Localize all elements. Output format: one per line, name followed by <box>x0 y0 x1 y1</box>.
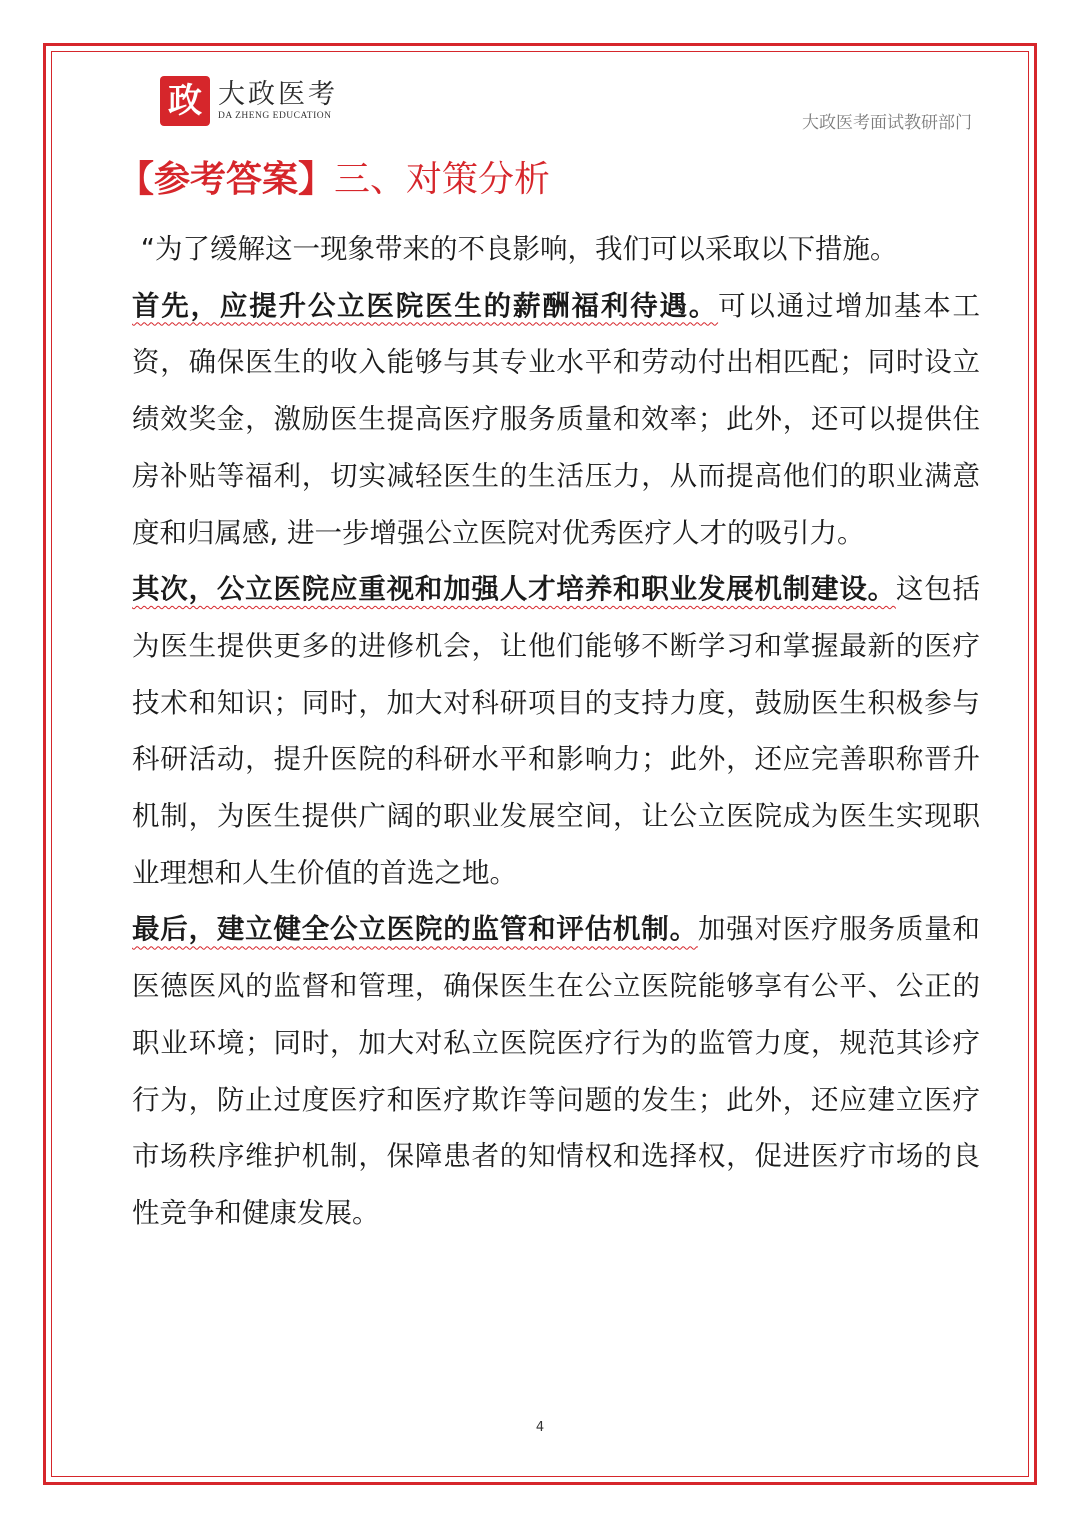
brand-logo <box>160 76 338 126</box>
intro-paragraph <box>132 221 980 278</box>
intro-text: “为了缓解这一现象带来的不良影响，我们可以采取以下措施。 <box>140 233 898 265</box>
second-measure-body: 这包括为医生提供更多的进修机会，让他们能够不断学习和掌握最新的医疗技术和知识；同时，加大对科研项目的支持力度，鼓励医生积极参与科研活动，提升医院的科研水平和影响力；此外，还应完善职称晋升机制，为医生提供广阔的职业发展空间，让公立医院成为医生实现职业理想和人生价值的首选之地。 <box>132 573 981 889</box>
first-measure-paragraph <box>132 278 980 562</box>
section-tag: 【参考答案】 <box>118 159 335 200</box>
section-title <box>118 154 550 206</box>
logo-mark: 政 <box>160 76 210 126</box>
first-measure-body: 可以通过增加基本工资，确保医生的收入能够与其专业水平和劳动付出相匹配；同时设立绩效奖金，激励医生提高医疗服务质量和效率；此外，还可以提供住房补贴等福利，切实减轻医生的生活压力，从而提高他们的职业满意度和归属感, 进一步增强公立医院对优秀医疗人才的吸引力。 <box>132 289 981 549</box>
second-measure-lead: 其次，公立医院应重视和加强人才培养和职业发展机制建设。 <box>132 573 896 606</box>
second-measure-paragraph <box>132 561 980 901</box>
section-heading: 三、对策分析 <box>334 159 551 200</box>
first-measure-lead: 首先，应提升公立医院医生的薪酬福利待遇。 <box>132 289 719 322</box>
third-measure-paragraph <box>132 901 980 1241</box>
third-measure-body: 加强对医疗服务质量和医德医风的监督和管理，确保医生在公立医院能够享有公平、公正的职业环境；同时，加大对私立医院医疗行为的监管力度，规范其诊疗行为，防止过度医疗和医疗欺诈等问题的发生；此外，还应建立医疗市场秩序维护机制，保障患者的知情权和选择权，促进医疗市场的良性竞争和健康发展。 <box>132 913 981 1229</box>
logo-name: 大政医考 <box>218 79 338 110</box>
third-measure-lead: 最后，建立健全公立医院的监管和评估机制。 <box>132 913 698 946</box>
page-number: 4 <box>535 1420 545 1435</box>
answer-body <box>132 221 980 1242</box>
logo-text <box>218 80 338 122</box>
department-label: 大政医考面试教研部门 <box>802 113 972 133</box>
logo-english: DA ZHENG EDUCATION <box>218 111 332 121</box>
